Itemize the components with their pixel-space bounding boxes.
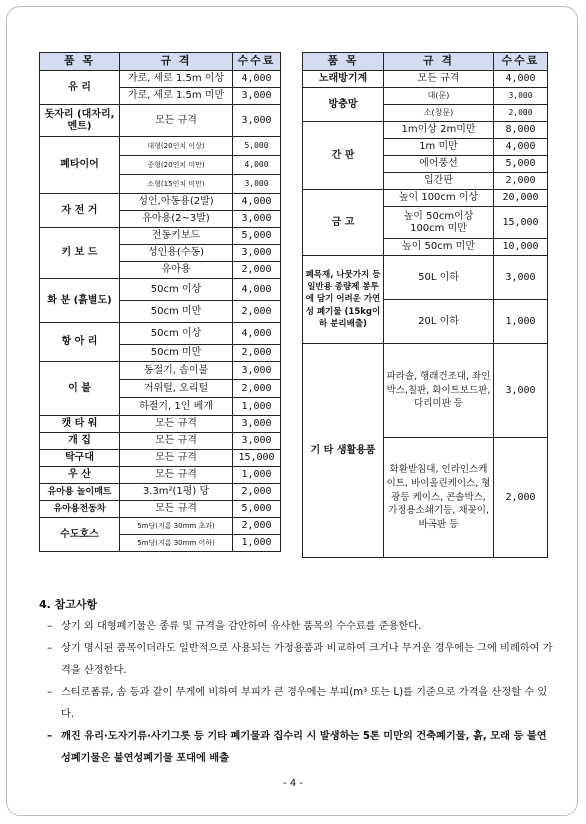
- category-cell: 캣 타 워: [40, 416, 120, 433]
- category-cell: 간 판: [303, 122, 384, 190]
- spec-cell: 성인,아동용(2발): [120, 194, 233, 211]
- dash-marker: –: [47, 621, 53, 632]
- note-text: 상기 외 대형폐기물은 종류 및 규격을 감안하여 유사한 품목의 수수료를 준용한다.: [61, 621, 422, 632]
- header-spec: 규 격: [384, 53, 494, 71]
- spec-cell: 높이 50cm이상 100cm 미만: [384, 207, 494, 239]
- category-cell: 키 보 드: [40, 228, 120, 279]
- fee-cell: 3,000: [494, 88, 548, 105]
- spec-cell: 3.3m²(1평) 당: [120, 484, 233, 501]
- fee-cell: 2,000: [233, 484, 281, 501]
- spec-cell: 파라솔, 행래건조대, 좌인박스,칠판, 화이트보드판, 다리미판 등: [384, 344, 494, 438]
- spec-cell: 모든 규격: [120, 433, 233, 450]
- note-text: 깨진 유리·도자기류·사기그릇 등 기타 폐기물과 집수리 시 발생하는 5톤 미만의 건축폐기물, 흙, 모래 등 불연성폐기물은 불연성폐기물 포대에 배출: [61, 731, 547, 764]
- header-item: 품 목: [40, 53, 120, 71]
- note-text: 스티로폼류, 솜 등과 같이 무게에 비하여 부피가 큰 경우에는 부피(m³ 또는 L)를 기준으로 가격을 산정할 수 있다.: [61, 687, 548, 720]
- fee-cell: 5,000: [233, 137, 281, 156]
- spec-cell: 50cm 미만: [120, 301, 233, 323]
- header-spec: 규 격: [120, 53, 233, 71]
- fee-cell: 4,000: [494, 139, 548, 156]
- spec-cell: 20L 이하: [384, 300, 494, 344]
- fee-cell: 1,000: [233, 467, 281, 484]
- fee-cell: 5,000: [233, 501, 281, 518]
- spec-cell: 5m당(지름 30mm 이하): [120, 535, 233, 552]
- category-cell: 유아용 놀이매트: [40, 484, 120, 501]
- fee-cell: 3,000: [233, 245, 281, 262]
- spec-cell: 동절기, 솜이불: [120, 362, 233, 380]
- fee-cell: 2,000: [233, 518, 281, 535]
- category-cell: 폐타이어: [40, 137, 120, 194]
- category-cell: 돗자리 (대자리, 멘트): [40, 105, 120, 137]
- spec-cell: 유아용: [120, 262, 233, 279]
- fee-cell: 2,000: [494, 173, 548, 190]
- category-cell: 항 아 리: [40, 323, 120, 362]
- fee-cell: 1,000: [233, 535, 281, 552]
- fee-cell: 4,000: [233, 279, 281, 301]
- category-cell: 폐목재, 나뭇가지 등 일반용 종량제 봉투에 담기 어려운 가연성 폐기물 (15kg이하 분리배출): [303, 256, 384, 344]
- notes-heading: 4. 참고사항: [39, 598, 98, 611]
- spec-cell: 모든 규격: [120, 467, 233, 484]
- fee-cell: 3,000: [233, 433, 281, 450]
- fee-cell: 1,000: [494, 300, 548, 344]
- fee-cell: 5,000: [233, 228, 281, 245]
- fee-cell: 2,000: [233, 380, 281, 398]
- spec-cell: 화환받침대, 인라인스케이트, 바이올린케이스, 형광등 케이스, 콘솔박스, 가정용소쇄기등, 채꽂이, 바곡판 등: [384, 438, 494, 558]
- fee-cell: 3,000: [233, 105, 281, 137]
- fee-cell: 2,000: [233, 301, 281, 323]
- spec-cell: 50L 이하: [384, 256, 494, 300]
- fee-cell: 3,000: [494, 256, 548, 300]
- spec-cell: 50cm 이상: [120, 279, 233, 301]
- spec-cell: 모든 규격: [120, 450, 233, 467]
- fee-cell: 3,000: [233, 416, 281, 433]
- spec-cell: 모든 규격: [120, 105, 233, 137]
- spec-cell: 대형(20인치 이상): [120, 137, 233, 156]
- spec-cell: 입간판: [384, 173, 494, 190]
- category-cell: 자 전 거: [40, 194, 120, 228]
- fee-cell: 8,000: [494, 122, 548, 139]
- category-cell: 유 리: [40, 71, 120, 105]
- fee-cell: 3,000: [494, 344, 548, 438]
- spec-cell: 전동키보드: [120, 228, 233, 245]
- category-cell: 우 산: [40, 467, 120, 484]
- category-cell: 유아용전동차: [40, 501, 120, 518]
- category-cell: 수도호스: [40, 518, 120, 552]
- category-cell: 탁구대: [40, 450, 120, 467]
- category-cell: 이 불: [40, 362, 120, 416]
- spec-cell: 높이 100cm 이상: [384, 190, 494, 207]
- fee-table-left: [39, 52, 281, 552]
- spec-cell: 5m당(지름 30mm 초과): [120, 518, 233, 535]
- fee-cell: 15,000: [233, 450, 281, 467]
- note-item: [39, 682, 554, 726]
- fee-cell: 3,000: [233, 175, 281, 194]
- category-cell: 방충망: [303, 88, 384, 122]
- header-fee: 수수료: [233, 53, 281, 71]
- spec-cell: 에어풍선: [384, 156, 494, 173]
- fee-cell: 2,000: [233, 345, 281, 362]
- spec-cell: 소(창문): [384, 105, 494, 122]
- spec-cell: 하절기, 1인 베개: [120, 398, 233, 416]
- fee-cell: 20,000: [494, 190, 548, 207]
- spec-cell: 대(문): [384, 88, 494, 105]
- fee-cell: 2,000: [494, 105, 548, 122]
- note-text: 상기 명시된 품목이더라도 일반적으로 사용되는 가정용품과 비교하여 크거나 무거운 경우에는 그에 비례하여 가격을 산정한다.: [61, 643, 553, 676]
- page-number: - 4 -: [283, 778, 303, 789]
- spec-cell: 모든 규격: [120, 416, 233, 433]
- fee-cell: 3,000: [233, 88, 281, 105]
- fee-cell: 4,000: [233, 323, 281, 345]
- spec-cell: 1m이상 2m미만: [384, 122, 494, 139]
- spec-cell: 가로, 세로 1.5m 미만: [120, 88, 233, 105]
- header-item: 품 목: [303, 53, 384, 71]
- category-cell: 노래방기계: [303, 71, 384, 88]
- fee-cell: 10,000: [494, 239, 548, 256]
- dash-marker: –: [47, 687, 53, 698]
- fee-cell: 2,000: [233, 262, 281, 279]
- fee-cell: 1,000: [233, 398, 281, 416]
- category-cell: 화 분 (흙별도): [40, 279, 120, 323]
- spec-cell: 성인용(수동): [120, 245, 233, 262]
- fee-cell: 2,000: [494, 438, 548, 558]
- spec-cell: 높이 50cm 미만: [384, 239, 494, 256]
- spec-cell: 유아용(2~3발): [120, 211, 233, 228]
- spec-cell: 1m 미만: [384, 139, 494, 156]
- fee-cell: 4,000: [233, 194, 281, 211]
- spec-cell: 중형(20인치 미만): [120, 156, 233, 175]
- spec-cell: 50cm 이상: [120, 323, 233, 345]
- spec-cell: 모든 규격: [120, 501, 233, 518]
- fee-cell: 15,000: [494, 207, 548, 239]
- note-item: [39, 726, 554, 770]
- spec-cell: 소형(15인치 미만): [120, 175, 233, 194]
- spec-cell: 50cm 미만: [120, 345, 233, 362]
- fee-cell: 4,000: [494, 71, 548, 88]
- category-cell: 기 타 생활용품: [303, 344, 384, 558]
- category-cell: 금 고: [303, 190, 384, 256]
- fee-cell: 4,000: [233, 71, 281, 88]
- fee-cell: 3,000: [233, 211, 281, 228]
- fee-cell: 3,000: [233, 362, 281, 380]
- spec-cell: 거위털, 오리털: [120, 380, 233, 398]
- fee-cell: 5,000: [494, 156, 548, 173]
- header-fee: 수수료: [494, 53, 548, 71]
- note-item: [39, 616, 554, 638]
- spec-cell: 모든 규격: [384, 71, 494, 88]
- fee-cell: 4,000: [233, 156, 281, 175]
- dash-marker: –: [47, 643, 53, 654]
- fee-table-right: [302, 52, 548, 558]
- spec-cell: 가로, 세로 1.5m 이상: [120, 71, 233, 88]
- note-item: [39, 638, 554, 682]
- dash-marker: –: [47, 731, 53, 742]
- category-cell: 개 집: [40, 433, 120, 450]
- notes-section: [39, 596, 554, 770]
